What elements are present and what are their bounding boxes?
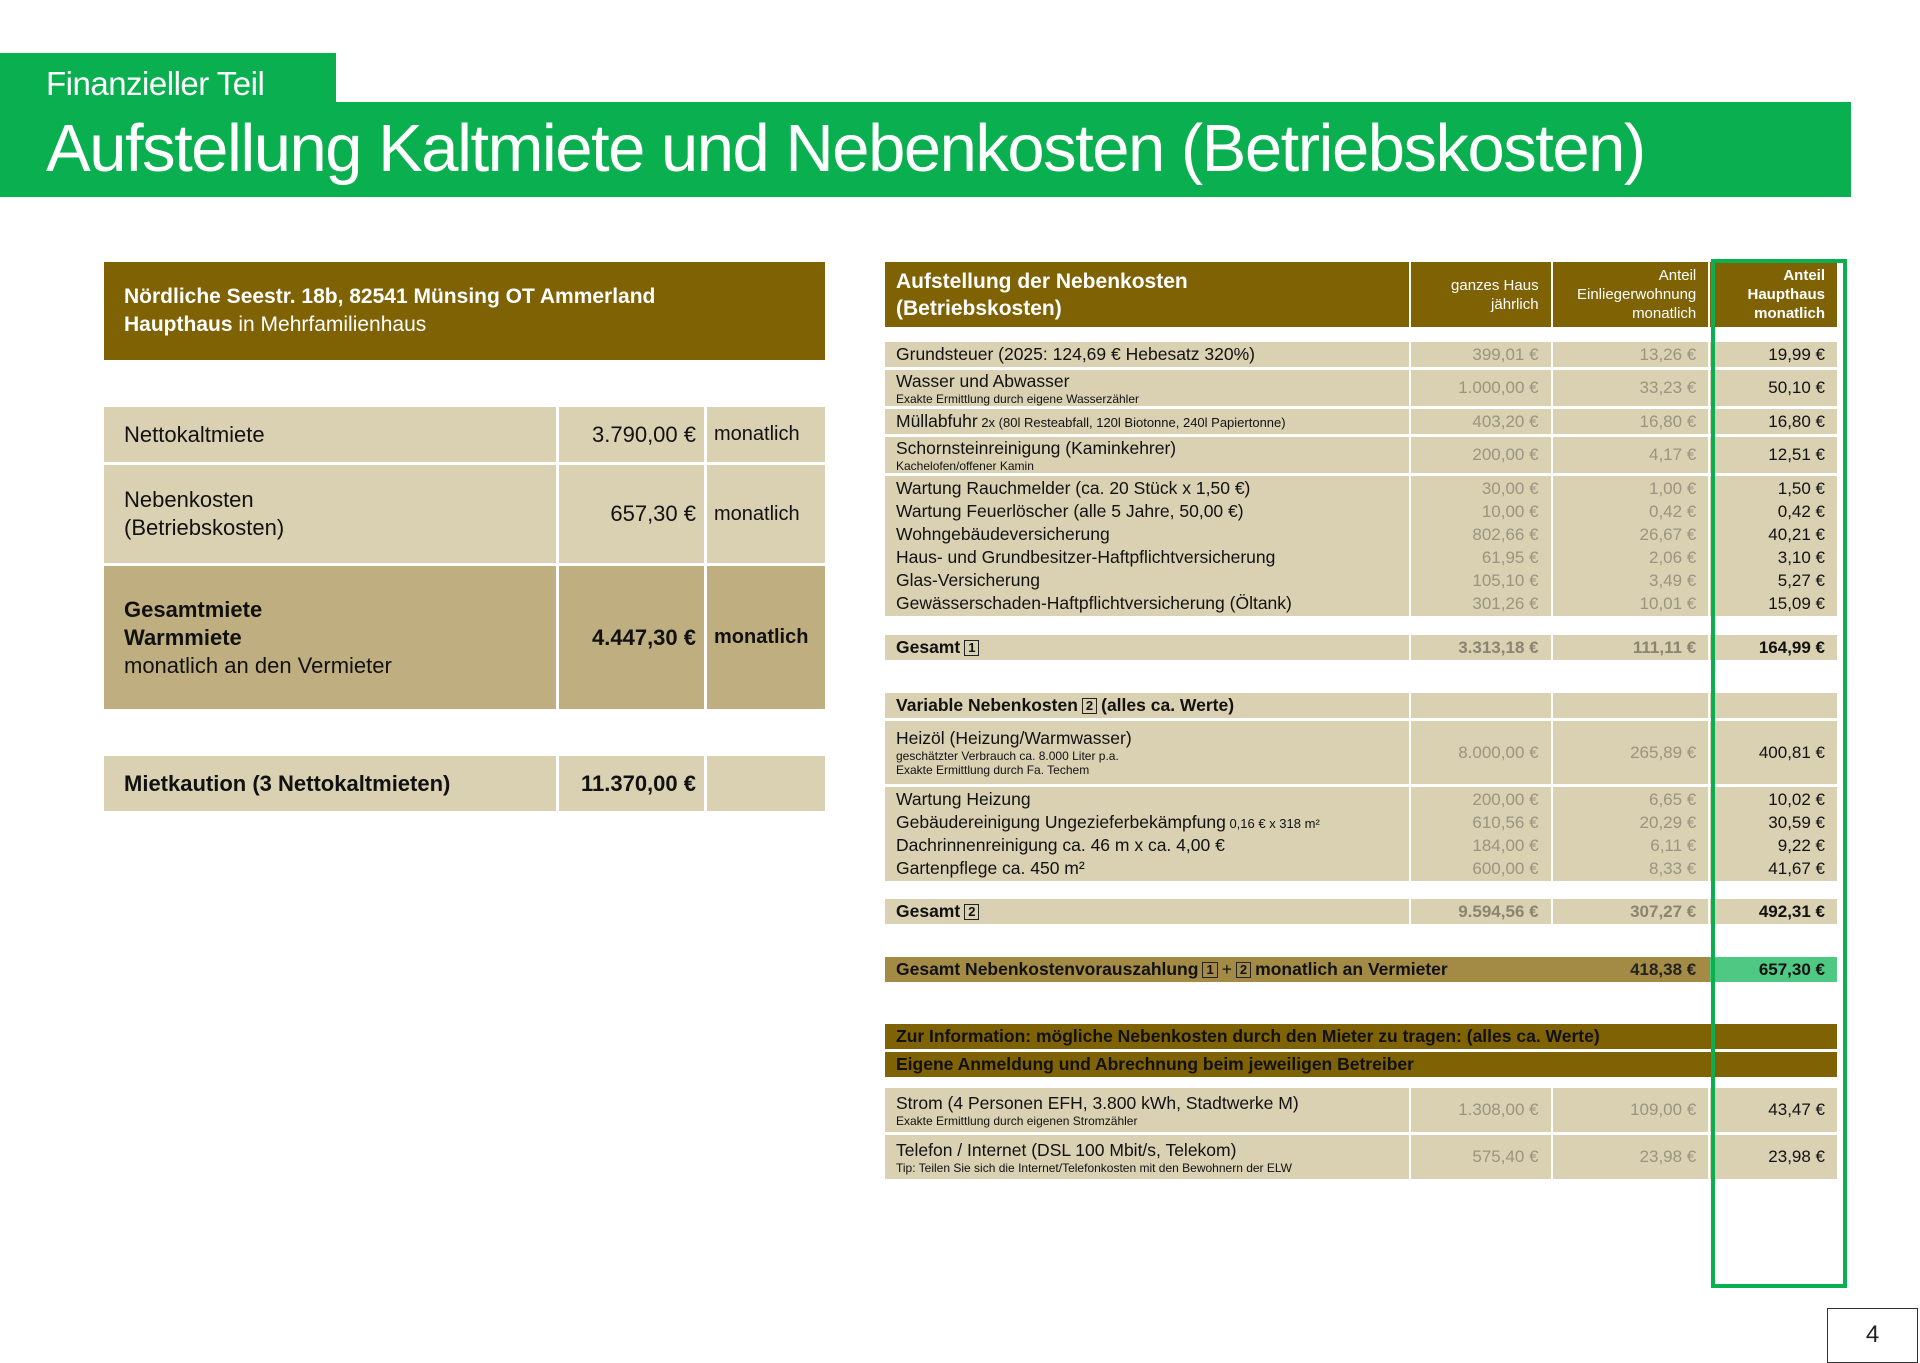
cost-house: 19,99 € bbox=[1710, 342, 1837, 367]
cost-house: 164,99 € bbox=[1710, 635, 1837, 660]
cost-year: 200,00 € bbox=[1411, 787, 1551, 812]
cost-month: 2,06 € bbox=[1553, 545, 1709, 570]
cost-house: 492,31 € bbox=[1710, 899, 1837, 924]
cost-year: 200,00 € bbox=[1411, 437, 1551, 473]
table-row bbox=[885, 545, 1837, 570]
cost-label: Glas-Versicherung bbox=[885, 568, 1409, 593]
cost-month: 3,49 € bbox=[1553, 568, 1709, 593]
table-row bbox=[885, 409, 1837, 434]
cost-month: 23,98 € bbox=[1553, 1135, 1709, 1179]
cost-label: Gesamt 2 bbox=[885, 899, 1409, 924]
cost-house: 50,10 € bbox=[1710, 370, 1837, 406]
cost-label: Gebäudereinigung Ungezieferbekämpfung 0,16 € x 318 m² bbox=[885, 810, 1409, 835]
number-box: 2 bbox=[964, 904, 979, 920]
cost-month: 0,42 € bbox=[1553, 499, 1709, 524]
number-box: 2 bbox=[1236, 962, 1251, 978]
highlight-frame bbox=[1711, 259, 1847, 1288]
table-row bbox=[885, 1088, 1837, 1132]
cost-month: 4,17 € bbox=[1553, 437, 1709, 473]
cost-label: Wartung Rauchmelder (ca. 20 Stück x 1,50 €) bbox=[885, 476, 1409, 501]
cost-label: Wasser und Abwasser Exakte Ermittlung durch eigene Wasserzähler bbox=[885, 370, 1409, 406]
table-row bbox=[885, 833, 1837, 858]
col-header-house: Anteil Haupthaus monatlich bbox=[1710, 262, 1837, 327]
cost-house: 40,21 € bbox=[1710, 522, 1837, 547]
info-row: Eigene Anmeldung und Abrechnung beim jeweiligen Betreiber bbox=[885, 1052, 1837, 1077]
cost-month: 8,33 € bbox=[1553, 856, 1709, 881]
page-title: Aufstellung Kaltmiete und Nebenkosten (Betriebskosten) bbox=[46, 111, 1645, 186]
page-number: 4 bbox=[1827, 1308, 1918, 1363]
cost-label: Strom (4 Personen EFH, 3.800 kWh, Stadtwerke M) Exakte Ermittlung durch eigenen Stromzähler bbox=[885, 1088, 1409, 1132]
cost-month: 109,00 € bbox=[1553, 1088, 1709, 1132]
cost-year bbox=[1411, 693, 1551, 718]
cost-label: Wartung Heizung bbox=[885, 787, 1409, 812]
rent-row-nebenkosten bbox=[104, 465, 825, 563]
cost-year: 600,00 € bbox=[1411, 856, 1551, 881]
col-header-year: ganzes Haus jährlich bbox=[1411, 262, 1551, 327]
cost-month: 33,23 € bbox=[1553, 370, 1709, 406]
table-row bbox=[885, 721, 1837, 784]
number-box: 2 bbox=[1082, 698, 1097, 714]
total-row bbox=[885, 899, 1837, 924]
cost-label: Dachrinnenreinigung ca. 46 m x ca. 4,00 € bbox=[885, 833, 1409, 858]
cost-month bbox=[1553, 693, 1709, 718]
section-tab: Finanzieller Teil bbox=[0, 53, 336, 105]
rent-label: Nebenkosten (Betriebskosten) bbox=[104, 465, 556, 563]
table-row bbox=[885, 437, 1837, 473]
col-header-month: Anteil Einliegerwohnung monatlich bbox=[1553, 262, 1709, 327]
cost-house: 41,67 € bbox=[1710, 856, 1837, 881]
cost-year: 10,00 € bbox=[1411, 499, 1551, 524]
cost-house: 16,80 € bbox=[1710, 409, 1837, 434]
table-header bbox=[885, 262, 1837, 327]
cost-house: 30,59 € bbox=[1710, 810, 1837, 835]
table-row bbox=[885, 342, 1837, 367]
cost-month: 6,65 € bbox=[1553, 787, 1709, 812]
cost-house: 3,10 € bbox=[1710, 545, 1837, 570]
cost-month: 10,01 € bbox=[1553, 591, 1709, 616]
deposit-label: Mietkaution (3 Nettokaltmieten) bbox=[104, 756, 556, 811]
address-box bbox=[104, 262, 825, 360]
cost-year: 9.594,56 € bbox=[1411, 899, 1551, 924]
cost-house: 23,98 € bbox=[1710, 1135, 1837, 1179]
table-row bbox=[885, 522, 1837, 547]
info-row: Zur Information: mögliche Nebenkosten durch den Mieter zu tragen: (alles ca. Werte) bbox=[885, 1024, 1837, 1049]
table-row bbox=[885, 568, 1837, 593]
rent-row-netto bbox=[104, 407, 825, 462]
number-box: 1 bbox=[964, 640, 979, 656]
cost-house: 15,09 € bbox=[1710, 591, 1837, 616]
address-line: Nördliche Seestr. 18b, 82541 Münsing OT Ammerland bbox=[124, 285, 656, 308]
cost-house: 400,81 € bbox=[1710, 721, 1837, 784]
deposit-value: 11.370,00 € bbox=[559, 756, 704, 811]
cost-house: 9,22 € bbox=[1710, 833, 1837, 858]
cost-month: 1,00 € bbox=[1553, 476, 1709, 501]
deposit-row bbox=[104, 756, 825, 811]
cost-year: 399,01 € bbox=[1411, 342, 1551, 367]
variable-header-row bbox=[885, 693, 1837, 718]
cost-year: 301,26 € bbox=[1411, 591, 1551, 616]
cost-label: Telefon / Internet (DSL 100 Mbit/s, Telekom) Tip: Teilen Sie sich die Internet/Telefonkosten mit den Bewohnern der ELW bbox=[885, 1135, 1409, 1179]
cost-year: 61,95 € bbox=[1411, 545, 1551, 570]
rent-value: 4.447,30 € bbox=[559, 566, 704, 709]
cost-year: 3.313,18 € bbox=[1411, 635, 1551, 660]
table-row bbox=[885, 591, 1837, 616]
rent-unit: monatlich bbox=[707, 407, 825, 462]
table-title: Aufstellung der Nebenkosten (Betriebskosten) bbox=[885, 262, 1409, 327]
cost-label: Schornsteinreinigung (Kaminkehrer) Kachelofen/offener Kamin bbox=[885, 437, 1409, 473]
cost-year: 1.308,00 € bbox=[1411, 1088, 1551, 1132]
cost-label: Gesamt Nebenkostenvorauszahlung 1 + 2 monatlich an Vermieter bbox=[885, 957, 1551, 982]
rent-label: Nettokaltmiete bbox=[104, 407, 556, 462]
cost-year: 30,00 € bbox=[1411, 476, 1551, 501]
number-box: 1 bbox=[1202, 962, 1217, 978]
total-row bbox=[885, 635, 1837, 660]
cost-year: 802,66 € bbox=[1411, 522, 1551, 547]
cost-month: 20,29 € bbox=[1553, 810, 1709, 835]
rent-unit: monatlich bbox=[707, 566, 825, 709]
cost-label: Gesamt 1 bbox=[885, 635, 1409, 660]
table-row bbox=[885, 370, 1837, 406]
cost-month: 6,11 € bbox=[1553, 833, 1709, 858]
rent-value: 657,30 € bbox=[559, 465, 704, 563]
cost-house: 10,02 € bbox=[1710, 787, 1837, 812]
cost-house: 43,47 € bbox=[1710, 1088, 1837, 1132]
cost-label: Gartenpflege ca. 450 m² bbox=[885, 856, 1409, 881]
table-row bbox=[885, 1135, 1837, 1179]
cost-month: 16,80 € bbox=[1553, 409, 1709, 434]
table-row bbox=[885, 476, 1837, 501]
table-row bbox=[885, 787, 1837, 812]
cost-label: Wartung Feuerlöscher (alle 5 Jahre, 50,00 €) bbox=[885, 499, 1409, 524]
cost-month: 26,67 € bbox=[1553, 522, 1709, 547]
table-row bbox=[885, 856, 1837, 881]
cost-label: Wohngebäudeversicherung bbox=[885, 522, 1409, 547]
grand-total-row bbox=[885, 957, 1837, 982]
rent-value: 3.790,00 € bbox=[559, 407, 704, 462]
cost-house: 1,50 € bbox=[1710, 476, 1837, 501]
table-row bbox=[885, 499, 1837, 524]
cost-label: Grundsteuer (2025: 124,69 € Hebesatz 320%) bbox=[885, 342, 1409, 367]
cost-year: 403,20 € bbox=[1411, 409, 1551, 434]
cost-month: 13,26 € bbox=[1553, 342, 1709, 367]
rent-unit: monatlich bbox=[707, 465, 825, 563]
cost-house: 12,51 € bbox=[1710, 437, 1837, 473]
cost-month: 418,38 € bbox=[1553, 957, 1709, 982]
cost-house: 0,42 € bbox=[1710, 499, 1837, 524]
cost-house: 657,30 € bbox=[1710, 957, 1837, 982]
cost-year: 575,40 € bbox=[1411, 1135, 1551, 1179]
rent-row-gesamt bbox=[104, 566, 825, 709]
rent-label: Gesamtmiete Warmmiete monatlich an den Vermieter bbox=[104, 566, 556, 709]
building-type: Haupthaus in Mehrfamilienhaus bbox=[124, 313, 427, 336]
cost-label: Heizöl (Heizung/Warmwasser) geschätzter Verbrauch ca. 8.000 Liter p.a. Exakte Ermittlung durch Fa. Techem bbox=[885, 721, 1409, 784]
deposit-unit bbox=[707, 756, 825, 811]
cost-label: Variable Nebenkosten 2 (alles ca. Werte) bbox=[885, 693, 1409, 718]
cost-house: 5,27 € bbox=[1710, 568, 1837, 593]
cost-year: 105,10 € bbox=[1411, 568, 1551, 593]
cost-month: 111,11 € bbox=[1553, 635, 1709, 660]
cost-month: 265,89 € bbox=[1553, 721, 1709, 784]
cost-year: 8.000,00 € bbox=[1411, 721, 1551, 784]
cost-year: 610,56 € bbox=[1411, 810, 1551, 835]
cost-label: Gewässerschaden-Haftpflichtversicherung (Öltank) bbox=[885, 591, 1409, 616]
cost-year: 1.000,00 € bbox=[1411, 370, 1551, 406]
cost-label: Müllabfuhr 2x (80l Resteabfall, 120l Biotonne, 240l Papiertonne) bbox=[885, 409, 1409, 434]
cost-label: Haus- und Grundbesitzer-Haftpflichtversicherung bbox=[885, 545, 1409, 570]
cost-month: 307,27 € bbox=[1553, 899, 1709, 924]
table-row bbox=[885, 810, 1837, 835]
cost-year: 184,00 € bbox=[1411, 833, 1551, 858]
